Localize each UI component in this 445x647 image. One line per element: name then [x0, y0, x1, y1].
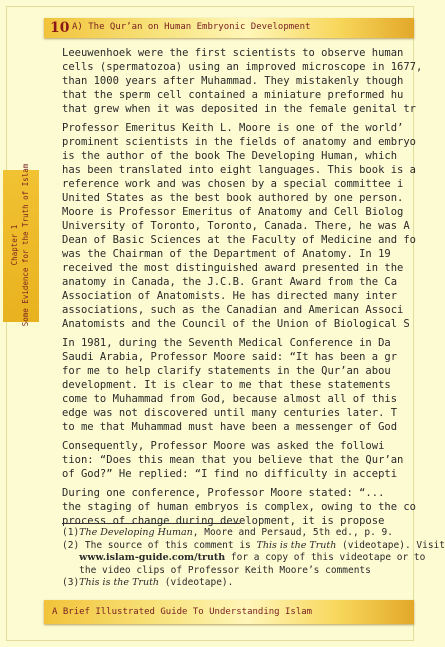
body-line: Anatomists and the Council of the Union of Biological S: [62, 318, 410, 330]
body-line: for me to help clarify statements in the Qur’an abou: [62, 365, 391, 377]
body-line: that the sperm cell contained a miniature preformed hu: [62, 89, 404, 101]
body-line: Moore is Professor Emeritus of Anatomy and Cell Biolog: [62, 206, 404, 218]
footnote-1: [62, 527, 422, 540]
body-line: United States as the best book authored by one person.: [62, 192, 404, 204]
footnote-3-number: (3): [62, 577, 80, 588]
footnote-2-cont: [62, 552, 426, 565]
body-line: come to Muhammad from God, because almost all of this: [62, 393, 398, 405]
footnote-2-cont2: [62, 565, 422, 578]
page-number: 10: [50, 20, 70, 36]
body-line: of God?” He replied: “I find no difficulty in accepti: [62, 468, 398, 480]
body-line: Saudi Arabia, Professor Moore said: “It has been a gr: [62, 351, 398, 363]
body-line: to me that Muhammad must have been a messenger of God: [62, 421, 398, 433]
body-line: In 1981, during the Seventh Medical Conference in Da: [62, 337, 391, 349]
body-line: than 1000 years after Muhammad. They mistakenly though: [62, 75, 404, 87]
footnote-2-text-d: the video clips of Professor Keith Moore’s comments: [79, 564, 371, 576]
body-line: Professor Emeritus Keith L. Moore is one of the world’: [62, 122, 404, 134]
footnote-1-text: , Moore and Persaud, 5th ed., p. 9.: [192, 527, 393, 538]
footnote-1-number: (1): [62, 527, 80, 538]
body-line: cells (spermatozoa) using an improved microscope in 1677,: [62, 61, 423, 73]
body-line: tion: “Does this mean that you believe that the Qur’an: [62, 454, 404, 466]
body-line: process of change during development, it is propose: [62, 515, 385, 527]
footnote-3-title: This is the Truth: [79, 577, 160, 588]
header-bar: [44, 18, 414, 38]
body-line: University of Toronto, Toronto, Canada. There, he was A: [62, 220, 410, 232]
footnote-2-url[interactable]: www.islam-guide.com/truth: [79, 552, 226, 563]
body-line: associations, such as the Canadian and American Associ: [62, 304, 404, 316]
body-line: Consequently, Professor Moore was asked the followi: [62, 440, 385, 452]
body-line: was the Chairman of the Department of Anatomy. In 19: [62, 248, 391, 260]
footnote-2-text-c: for a copy of this videotape or to: [225, 552, 426, 563]
footnote-2-title: This is the Truth: [256, 539, 337, 551]
footnote-rule: [62, 523, 240, 524]
footnote-1-title: The Developing Human: [79, 527, 193, 538]
body-line: received the most distinguished award presented in the: [62, 262, 404, 274]
footnote-2-number: (2): [62, 539, 80, 551]
header-title: A) The Qur’an on Human Embryonic Development: [72, 22, 311, 32]
body-line: development. It is clear to me that these statements: [62, 379, 391, 391]
body-line: During one conference, Professor Moore stated: “...: [62, 487, 385, 499]
body-line: the staging of human embryos is complex, owing to the co: [62, 501, 417, 513]
footnotes: [62, 527, 445, 590]
footer-title: A Brief Illustrated Guide To Understanding Islam: [52, 607, 313, 617]
chapter-side-label: [9, 164, 31, 327]
body-line: Dean of Basic Sciences at the Faculty of Medicine and fo: [62, 234, 417, 246]
body-line: that grew when it was deposited in the female genital tr: [62, 103, 417, 115]
body-line: prominent scientists in the fields of anatomy and embryo: [62, 136, 417, 148]
chapter-subtitle: Some Evidence for the Truth of Islam: [21, 163, 30, 327]
body-line: Association of Anatomists. He has directed many inter: [62, 290, 398, 302]
footnote-3-text: (videotape).: [159, 577, 234, 588]
body-line: edge was not discovered until many centuries later. T: [62, 407, 398, 419]
footnote-2: [62, 539, 445, 553]
footnote-2-text-b: (videotape). Visit: [336, 539, 445, 551]
footnote-2-text-a: The source of this comment is: [79, 539, 257, 551]
body-line: is the author of the book The Developing Human, which: [62, 150, 398, 162]
body-text: [62, 46, 422, 528]
footnote-3: [62, 577, 422, 590]
body-line: reference work and was chosen by a special committee i: [62, 178, 404, 190]
chapter-number: Chapter 1: [10, 224, 19, 266]
body-line: anatomy in Canada, the J.C.B. Grant Award from the Ca: [62, 276, 398, 288]
body-line: has been translated into eight languages. This book is a: [62, 164, 417, 176]
body-line: Leeuwenhoek were the first scientists to observe human: [62, 47, 404, 59]
footer-bar: [44, 600, 414, 624]
